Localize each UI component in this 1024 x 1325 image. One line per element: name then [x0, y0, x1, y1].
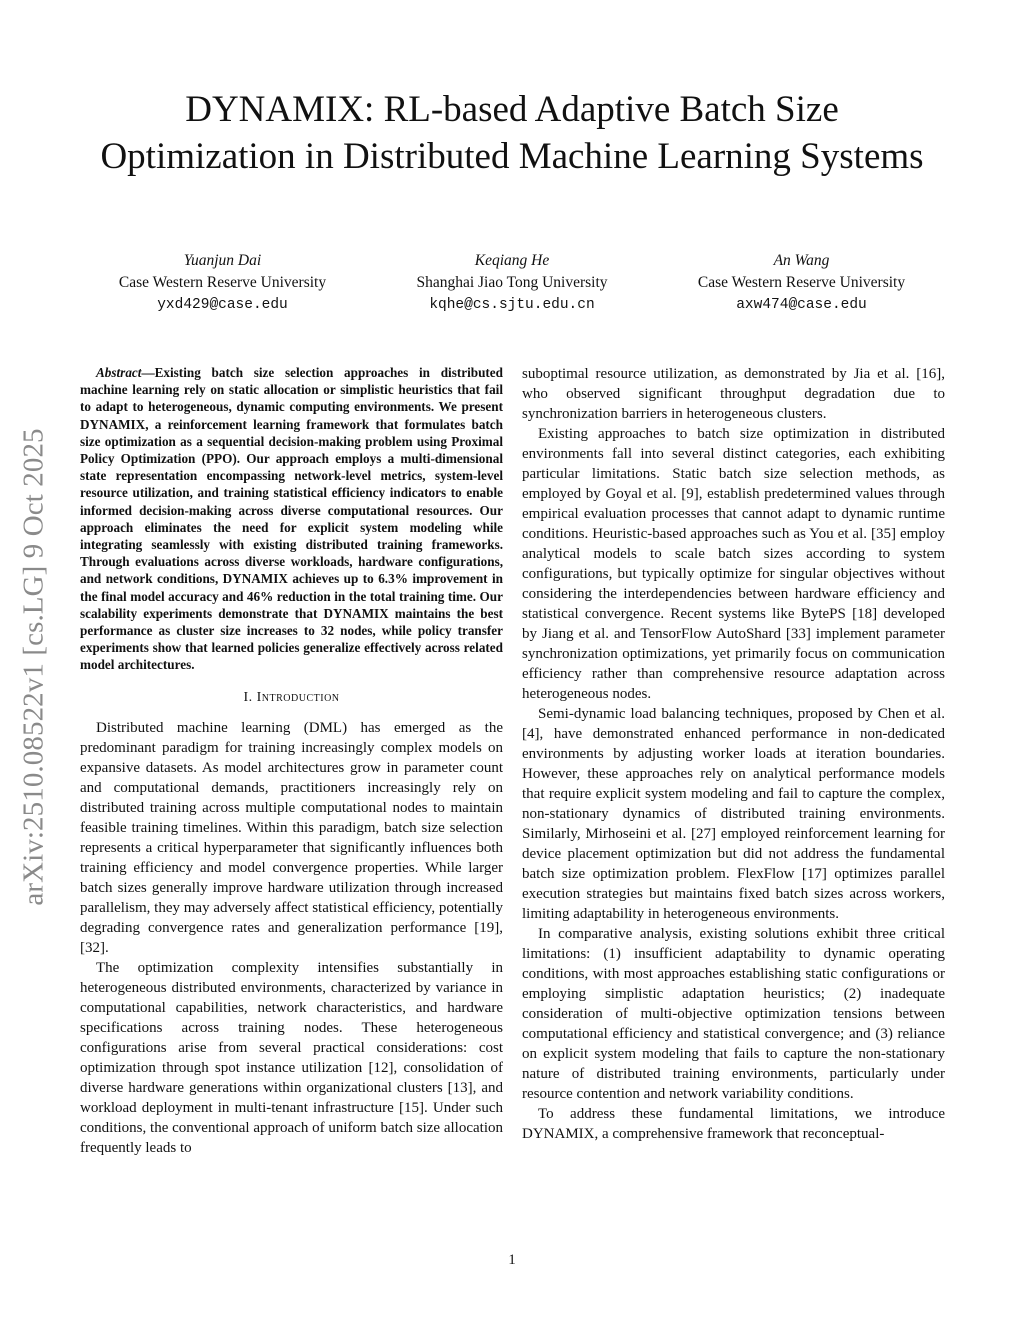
page-number: 1	[508, 1252, 516, 1268]
author-affiliation: Shanghai Jiao Tong University	[416, 274, 608, 291]
arxiv-identifier-text: arXiv:2510.08522v1 [cs.LG] 9 Oct 2025	[17, 428, 50, 906]
abstract-text: —Existing batch size selection approaches in distributed machine learning rely on static allocation or simplistic heuristics that fail to adapt to heterogeneous, dynamic computing environments. We present DYNAMIX, a reinforcement learning framework that formulates batch size optimization as a sequential decision-making problem using Proximal Policy Optimization (PPO). Our approach employs a multi-dimensional state representation encompassing network-level metrics, system-level resource utilization, and training statistical efficiency indicators to enable informed decision-making across diverse computational resources. Our approach eliminates the need for explicit system modeling while integrating seamlessly with existing distributed training frameworks. Through evaluations across diverse workloads, hardware configurations, and network conditions, DYNAMIX achieves up to 6.3% improvement in the final model accuracy and 46% reduction in the total training time. Our scalability experiments demonstrate that DYNAMIX maintains the best performance as cluster size increases to 32 nodes, while policy transfer experiments show that learned policies generalize effectively across related model architectures.	[80, 365, 503, 673]
abstract	[80, 364, 503, 674]
paragraph: In comparative analysis, existing solutions exhibit three critical limitations: (1) insufficient adaptability to dynamic operating conditions, with most approaches establishing static configurations or employing simplistic adaptation heuristics; (2) inadequate consideration of multi-objective optimization tensions between computational efficiency and statistical convergence; and (3) reliance on explicit system modeling that fails to capture the non-stationary nature of distributed training environments, particularly under resource contention and network variability conditions.	[522, 926, 945, 1102]
author-3	[657, 250, 946, 316]
author-affiliation: Case Western Reserve University	[697, 274, 906, 291]
right-column	[522, 364, 945, 1144]
section-heading	[80, 688, 503, 708]
paragraph: To address these fundamental limitations, we introduce DYNAMIX, a comprehensive framework that reconceptual-	[522, 1106, 945, 1142]
abstract-label: Abstract	[96, 365, 142, 380]
paragraph: The optimization complexity intensifies substantially in heterogeneous distributed environments, characterized by variance in computational capabilities, network characteristics, and hardware specifications across training nodes. These heterogeneous configurations arise from several practical considerations: cost optimization through spot instance utilization [12], consolidation of diverse hardware generations within organizational clusters [13], and workload deployment in multi-tenant infrastructure [15]. Under such conditions, the conventional approach of uniform batch size allocation frequently leads to	[80, 959, 503, 1156]
arxiv-identifier-stamp	[4, 382, 64, 952]
author-name: Keqiang He	[474, 252, 550, 269]
paragraph: Distributed machine learning (DML) has emerged as the predominant paradigm for training increasingly complex models on expansive datasets. As model architectures grow in parameter count and computational demands, practitioners increasingly rely on distributed training across multiple computational nodes to maintain feasible training timelines. Within this paradigm, batch size selection represents a critical hyperparameter that significantly influences both training efficiency and model convergence properties. While larger batch sizes generally improve hardware utilization through increased parallelism, they may adversely affect statistical efficiency, potentially degrading convergence rates and generalization performance [19], [32].	[80, 719, 503, 956]
author-email: kqhe@cs.sjtu.edu.cn	[429, 297, 595, 313]
left-column	[80, 364, 503, 1158]
author-name: Yuanjun Dai	[183, 252, 262, 269]
author-name: An Wang	[773, 252, 830, 269]
section-title: Introduction	[256, 689, 340, 705]
author-1	[78, 250, 367, 316]
author-email: axw474@case.edu	[736, 297, 867, 313]
author-block	[78, 250, 946, 316]
author-affiliation: Case Western Reserve University	[118, 274, 327, 291]
paper-title: DYNAMIX: RL-based Adaptive Batch Size Optimization in Distributed Machine Learning Systems	[100, 89, 924, 177]
paragraph: Existing approaches to batch size optimization in distributed environments fall into several distinct categories, each exhibiting particular limitations. Static batch size selection methods, as employed by Goyal et al. [9], establish predetermined values through empirical evaluation processes that cannot adapt to dynamic runtime conditions. Heuristic-based approaches such as You et al. [35] employ analytical models to scale batch sizes according to system configurations, but typically optimize for singular objectives without considering the interdependencies between hardware efficiency and statistical convergence. Recent systems like BytePS [18] developed by Jiang et al. and TensorFlow AutoShard [33] implement parameter synchronization optimizations, yet primarily focus on communication efficiency rather than comprehensive resource adaptation across heterogeneous nodes.	[522, 426, 945, 702]
author-2	[368, 250, 657, 316]
paragraph: Semi-dynamic load balancing techniques, proposed by Chen et al. [4], have demonstrated enhanced performance in non-dedicated environments by adjusting worker loads at iteration boundaries. However, these approaches rely on analytical performance models that require explicit system modeling and fail to capture the complex, non-stationary dynamics of distributed training environments. Similarly, Mirhoseini et al. [27] employed reinforcement learning for device placement optimization but did not address the fundamental batch size optimization problem. FlexFlow [17] optimizes parallel execution strategies but maintains fixed batch sizes across workers, limiting adaptability in heterogeneous environments.	[522, 706, 945, 922]
section-number: I.	[243, 689, 253, 705]
author-email: yxd429@case.edu	[157, 297, 288, 313]
paragraph: suboptimal resource utilization, as demonstrated by Jia et al. [16], who observed significant throughput degradation due to synchronization barriers in heterogeneous clusters.	[522, 366, 945, 422]
